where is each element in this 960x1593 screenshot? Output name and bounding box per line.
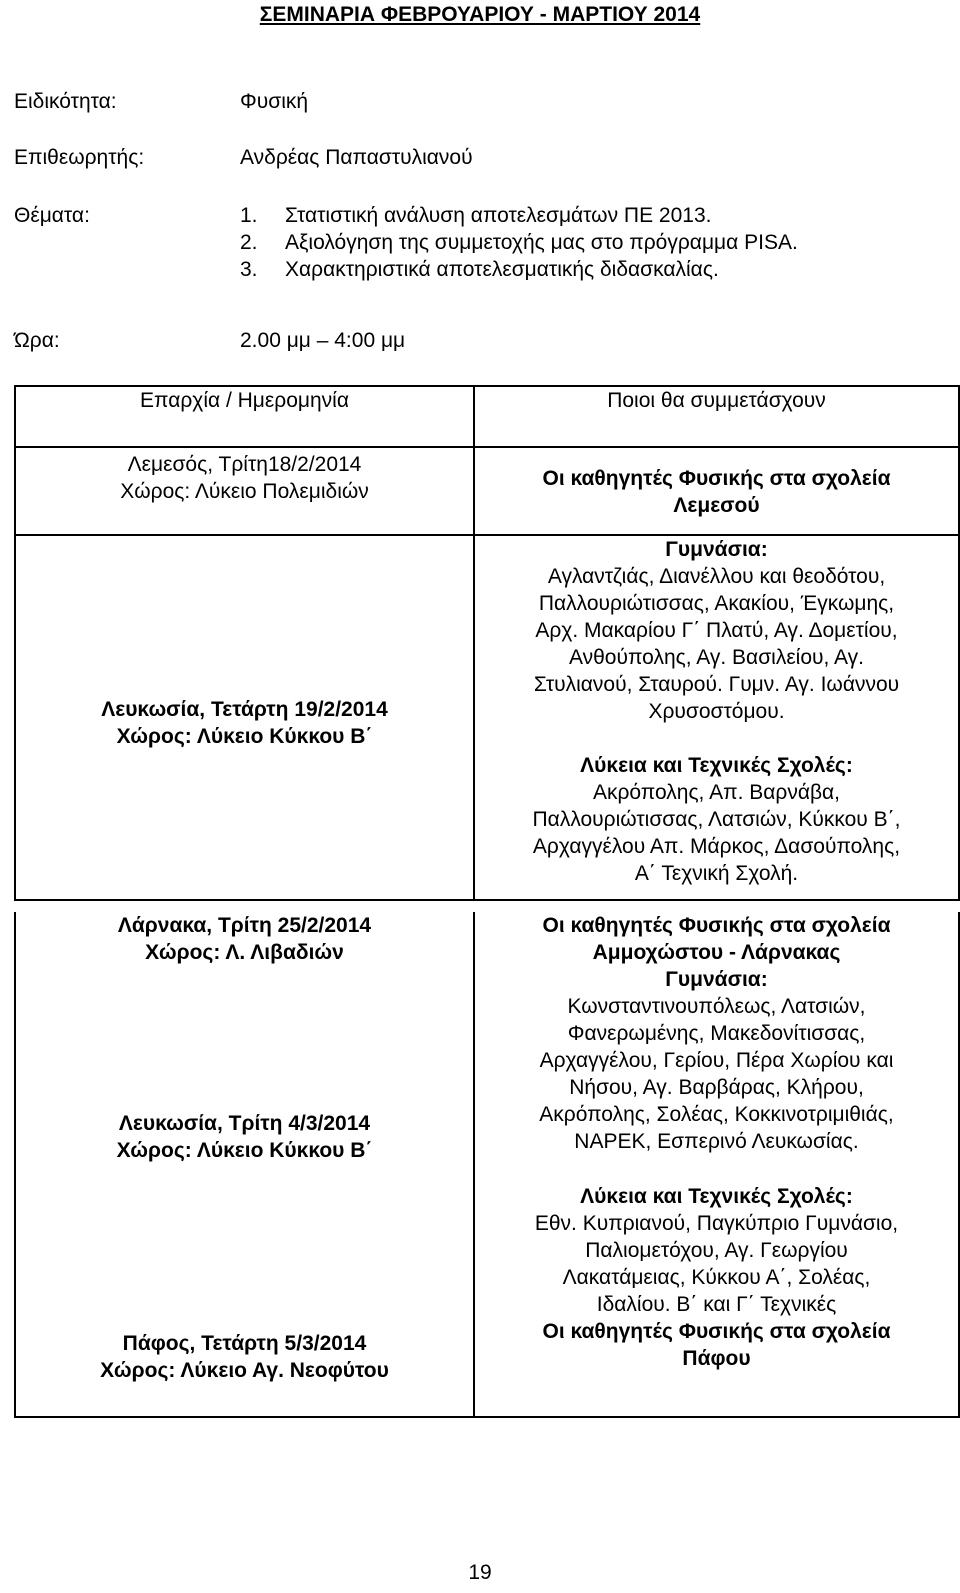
province-cell: [15, 535, 474, 900]
school-list-line: Ακρόπολης, Απ. Βαρνάβα,: [592, 781, 841, 804]
table-row: [15, 447, 959, 535]
province-date: Λευκωσία, Τετάρτη 19/2/2014: [101, 698, 388, 721]
schedule-table-continued: [14, 912, 960, 1418]
venue: Χώρος: Λ. Λιβαδιών: [145, 941, 344, 964]
topic-item: [240, 203, 711, 229]
school-list-line: Αρχ. Μακαρίου Γ΄ Πλατύ, Αγ. Δομετίου,: [535, 619, 898, 642]
venue: Χώρος: Λύκειο Πολεμιδιών: [120, 480, 369, 503]
school-list-line: Αγλαντζιάς, Διανέλλου και θεοδότου,: [547, 565, 886, 588]
province-date: Λεμεσός, Τρίτη18/2/2014: [127, 453, 362, 476]
inspector-value: Ανδρέας Παπαστυλιανού: [240, 146, 473, 169]
school-list-line: Ακρόπολης, Σολέας, Κοκκινοτριμιθιάς,: [539, 1103, 894, 1126]
time-label: Ώρα:: [14, 329, 60, 352]
participants-cell: [474, 447, 959, 535]
topic-text: Αξιολόγηση της συμμετοχής μας στο πρόγραμμα PISA.: [285, 231, 798, 254]
venue: Χώρος: Λύκειο Κύκκου Β΄: [116, 725, 373, 748]
participants-heading: Οι καθηγητές Φυσικής στα σχολεία: [542, 914, 891, 937]
specialty-label: Ειδικότητα:: [14, 90, 117, 113]
document-title: ΣΕΜΙΝΑΡΙΑ ΦΕΒΡΟΥΑΡΙΟΥ - ΜΑΡΤΙΟΥ 2014: [259, 3, 701, 26]
participants-heading: Οι καθηγητές Φυσικής στα σχολεία: [542, 1320, 891, 1343]
lyceum-label: [481, 752, 952, 779]
school-list-line: Εθν. Κυπριανού, Παγκύπριο Γυμνάσιο,: [534, 1212, 899, 1235]
participants-heading-district: Πάφου: [682, 1347, 751, 1370]
school-list-line: Κωνσταντινουπόλεως, Λατσιών,: [567, 995, 866, 1018]
page-number: 19: [468, 1561, 492, 1584]
table-header-row: [15, 386, 959, 447]
school-list-line: Παλλουριώτισσας, Ακακίου, Έγκωμης,: [538, 592, 895, 615]
header-province-label: Επαρχία / Ημερομηνία: [140, 389, 349, 412]
topic-item: [240, 257, 719, 283]
school-list-line: Αρχαγγέλου Απ. Μάρκος, Δασούπολης,: [532, 835, 901, 858]
province-date: Πάφος, Τετάρτη 5/3/2014: [122, 1332, 367, 1355]
time-value: 2.00 μμ – 4:00 μμ: [240, 329, 406, 352]
lyceum-label-text: Λύκεια και Τεχνικές Σχολές:: [580, 1185, 853, 1208]
school-list-line: Στυλιανού, Σταυρού. Γυμν. Αγ. Ιωάννου: [533, 673, 900, 696]
participants-heading-district: Αμμοχώστου - Λάρνακας: [592, 941, 841, 964]
topic-item: [240, 230, 798, 256]
province-date: Λευκωσία, Τρίτη 4/3/2014: [118, 1112, 371, 1135]
specialty-value: Φυσική: [240, 90, 309, 113]
topic-number: 2.: [240, 231, 258, 254]
school-list-line: Φανερωμένης, Μακεδονίτισσας,: [567, 1022, 866, 1045]
school-list-line: Παλλουριώτισσας, Λατσιών, Κύκκου Β΄,: [532, 808, 901, 831]
topic-number: 3.: [240, 258, 258, 281]
inspector-label: Επιθεωρητής:: [14, 146, 145, 169]
school-list-line: Α΄ Τεχνική Σχολή.: [634, 862, 799, 885]
province-cell: [15, 447, 474, 535]
participants-heading: Οι καθηγητές Φυσικής στα σχολεία: [542, 467, 891, 490]
gymnasia-label: Γυμνάσια:: [665, 538, 768, 561]
province-cell: [15, 912, 474, 1417]
venue: Χώρος: Λύκειο Αγ. Νεοφύτου: [100, 1359, 389, 1382]
participants-cell: [474, 912, 959, 1417]
header-participants-label: Ποιοι θα συμμετάσχουν: [607, 389, 826, 412]
topics-label: Θέματα:: [14, 204, 90, 227]
school-list-line: Νήσου, Αγ. Βαρβάρας, Κλήρου,: [569, 1076, 864, 1099]
table-row: [15, 912, 959, 1417]
school-list-line: Χρυσοστόμου.: [648, 700, 785, 723]
venue: Χώρος: Λύκειο Κύκκου Β΄: [116, 1139, 373, 1162]
topic-number: 1.: [240, 204, 258, 227]
header-cell-participants: [474, 386, 959, 447]
topic-text: Στατιστική ανάλυση αποτελεσμάτων ΠΕ 2013.: [285, 204, 712, 227]
gymnasia-label: Γυμνάσια:: [665, 968, 768, 991]
participants-cell: [474, 535, 959, 900]
school-list-line: ΝΑΡΕΚ, Εσπερινό Λευκωσίας.: [574, 1130, 859, 1153]
school-list-line: Ιδαλίου. Β΄ και Γ΄ Τεχνικές: [596, 1293, 837, 1316]
schedule-table: [14, 385, 960, 901]
school-list-line: Αρχαγγέλου, Γερίου, Πέρα Χωρίου και: [539, 1049, 894, 1072]
school-list-line: Ανθούπολης, Αγ. Βασιλείου, Αγ.: [569, 646, 864, 669]
school-list-line: Λακατάμειας, Κύκκου Α΄, Σολέας,: [562, 1266, 871, 1289]
province-date: Λάρνακα, Τρίτη 25/2/2014: [117, 914, 372, 937]
school-list-line: Παλιομετόχου, Αγ. Γεωργίου: [585, 1239, 848, 1262]
lyceum-label: [481, 1183, 952, 1210]
topic-text: Χαρακτηριστικά αποτελεσματικής διδασκαλίας.: [285, 258, 719, 281]
participants-heading-district: Λεμεσού: [673, 494, 760, 517]
table-row: [15, 535, 959, 900]
header-cell-province: [15, 386, 474, 447]
lyceum-label-text: Λύκεια και Τεχνικές Σχολές:: [580, 754, 853, 777]
